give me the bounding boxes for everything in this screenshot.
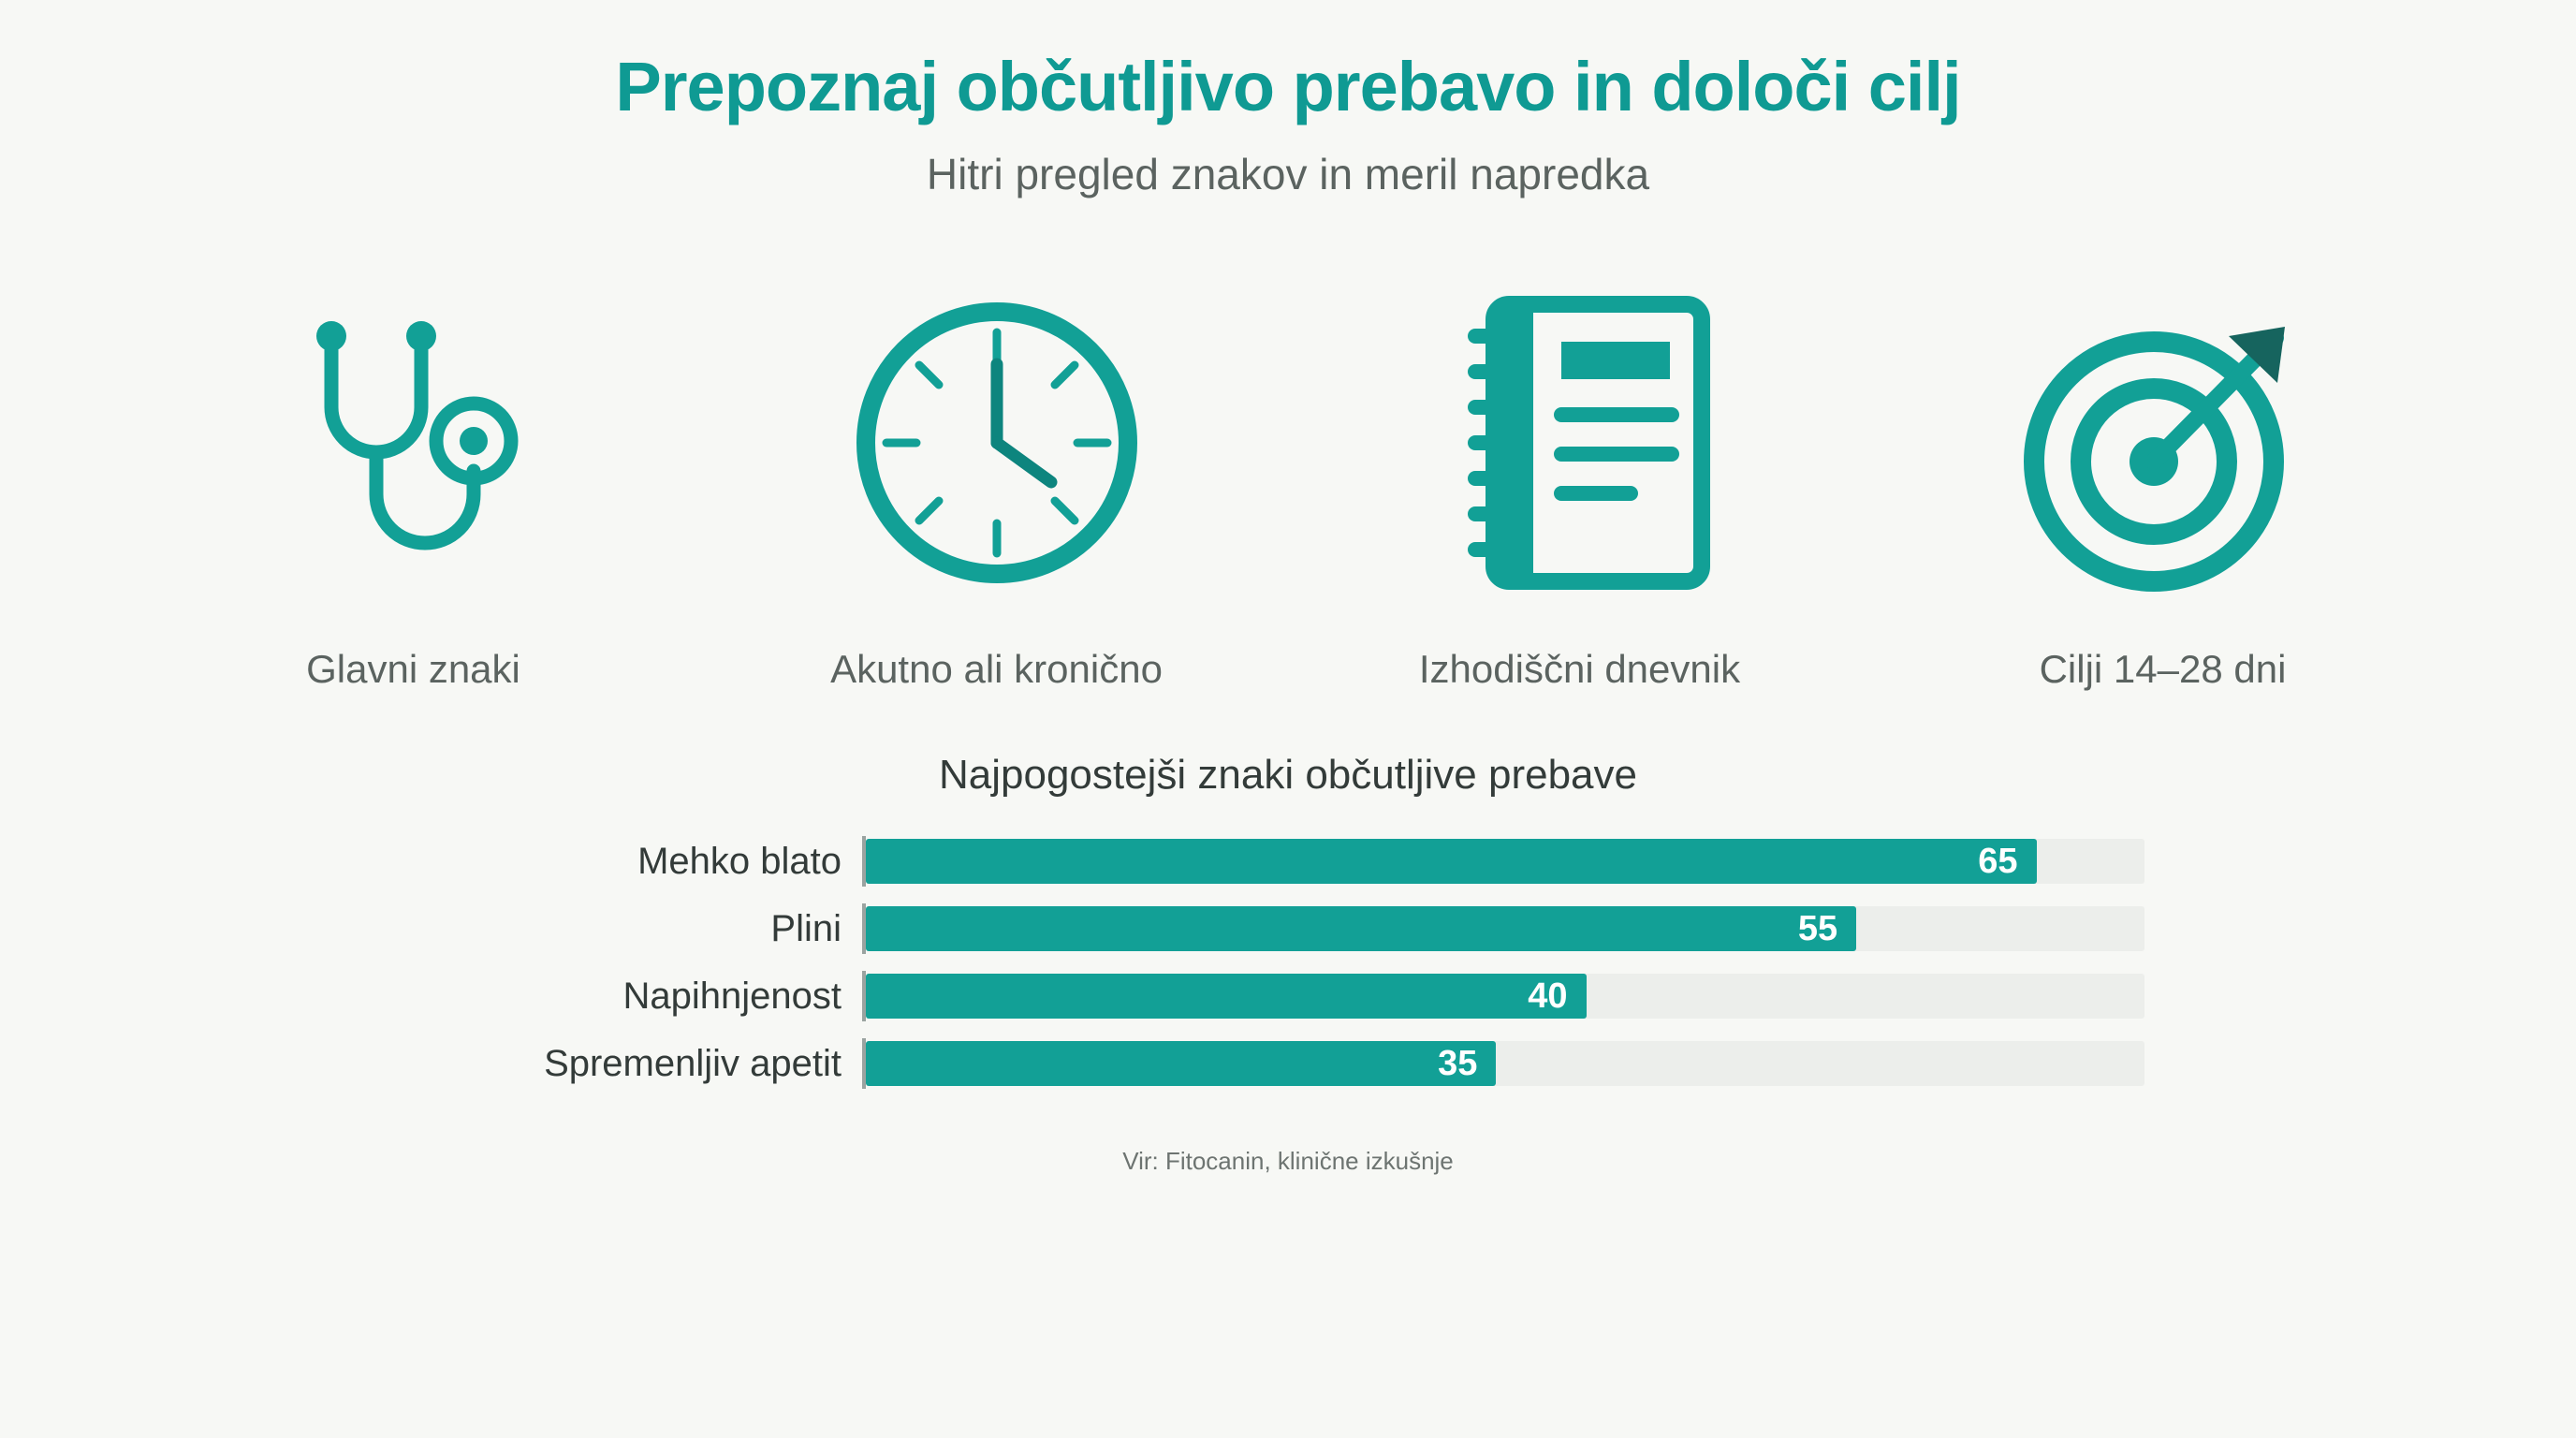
bar-track-area bbox=[862, 971, 2144, 1021]
icon-card-akutno-ali-kronicno bbox=[705, 256, 1288, 692]
clock-icon bbox=[838, 256, 1156, 630]
icon-card-cilji bbox=[1871, 256, 2454, 692]
target-arrow-icon bbox=[2004, 256, 2322, 630]
bar-category-label: Mehko blato bbox=[637, 840, 842, 882]
bar-value-label: 55 bbox=[1797, 908, 1838, 948]
bar-fill bbox=[866, 1041, 1496, 1086]
bar-fill bbox=[866, 906, 1856, 951]
table-row bbox=[432, 832, 2144, 890]
page-subtitle: Hitri pregled znakov in meril napredka bbox=[926, 150, 1650, 199]
icon-label: Glavni znaki bbox=[306, 647, 520, 692]
header bbox=[0, 0, 2576, 199]
icon-row bbox=[0, 256, 2576, 692]
bar-track-area bbox=[862, 903, 2144, 954]
bar-track-area bbox=[862, 836, 2144, 887]
chart-title: Najpogostejši znaki občutljive prebave bbox=[939, 752, 1637, 799]
bar-fill bbox=[866, 839, 2037, 884]
table-row bbox=[432, 900, 2144, 958]
table-row bbox=[432, 1034, 2144, 1093]
bar-category-label: Napihnjenost bbox=[622, 975, 842, 1017]
bar-category-label: Spremenljiv apetit bbox=[544, 1042, 842, 1084]
stethoscope-icon bbox=[273, 256, 554, 630]
bar-fill bbox=[866, 974, 1587, 1019]
bar-value-label: 35 bbox=[1438, 1043, 1478, 1083]
icon-label: Akutno ali kronično bbox=[830, 647, 1163, 692]
bar-category-label: Plini bbox=[770, 907, 842, 949]
bar-value-label: 40 bbox=[1528, 976, 1568, 1016]
table-row bbox=[432, 967, 2144, 1025]
bar-value-label: 65 bbox=[1978, 841, 2018, 881]
notebook-icon bbox=[1421, 256, 1739, 630]
bar-track-area bbox=[862, 1038, 2144, 1089]
chart-body bbox=[432, 832, 2144, 1102]
page-title: Prepoznaj občutljivo prebavo in določi cilj bbox=[615, 48, 1961, 125]
source-note: Vir: Fitocanin, klinične izkušnje bbox=[1122, 1147, 1454, 1176]
icon-label: Cilji 14–28 dni bbox=[2039, 647, 2287, 692]
icon-card-izhodiscni-dnevnik bbox=[1288, 256, 1871, 692]
bar-chart bbox=[0, 752, 2576, 1176]
icon-label: Izhodiščni dnevnik bbox=[1418, 647, 1741, 692]
icon-card-glavni-znaki bbox=[122, 256, 705, 692]
